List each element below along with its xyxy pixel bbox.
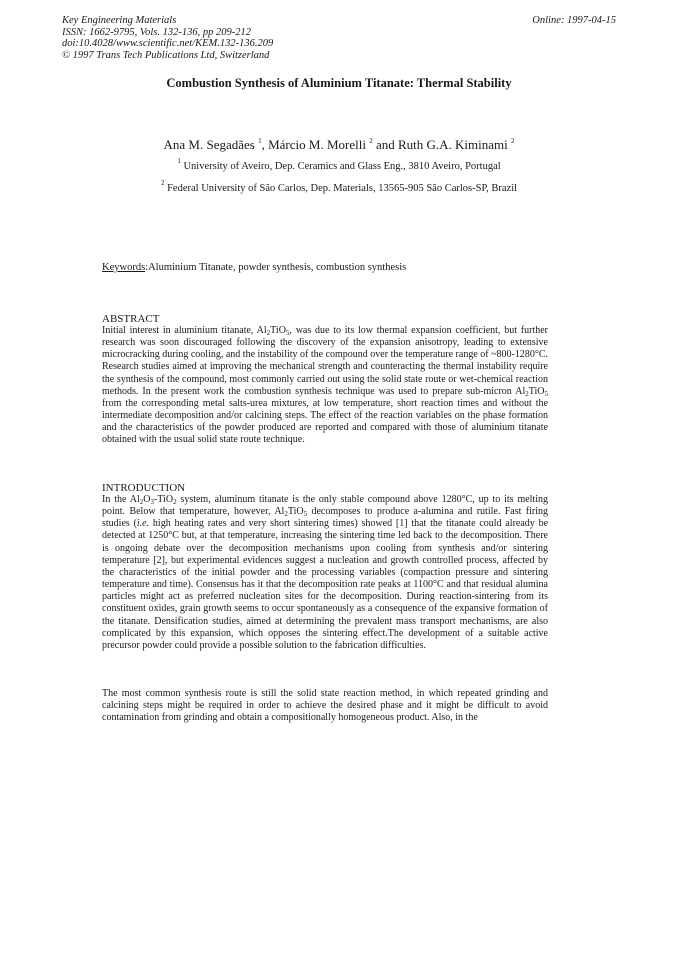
abstract-text-part: TiO [528,385,545,397]
doi-line: doi:10.4028/www.scientific.net/KEM.132-136.209 [62,38,274,49]
keywords-text: :Aluminium Titanate, powder synthesis, combustion synthesis [145,262,407,273]
paragraph-2 [102,688,548,724]
intro-italic-ie: i.e. [136,518,150,530]
subscript: 2 [139,498,144,506]
subscript: 5 [285,329,290,337]
issn-line: ISSN: 1662-9795, Vols. 132-136, pp 209-212 [62,26,251,38]
intro-text-part: decomposes to produce a-alumina and rutile. Fast firing studies ( [102,506,548,530]
abstract-text-part: from the corresponding metal salts-urea mixtures, at low temperature, short reaction times and without the intermediate decomposition and/or calcining steps. The effect of the reaction variables on the phase formation and the characteristics of the powder produced are reported and compared with those of aluminium titanate obtained with the usual solid state route technique. [102,397,548,446]
affiliation-2-text: Federal University of São Carlos, Dep. Materials, 13565-905 São Carlos-SP, Brazil [164,183,518,194]
author-list [0,137,678,153]
affiliation-1-text: University of Aveiro, Dep. Ceramics and Glass Eng., 3810 Aveiro, Portugal [180,161,501,172]
author-2-affiliation-mark: 2 [369,137,373,145]
paragraph-2-text: The most common synthesis route is still the solid state reaction method, in which repeated grinding and calcining steps might be required in order to achieve the desired phase and it might be difficult to avoid contamination from grinding and obtain a compositionally homogeneous product. Also, in the [102,688,548,724]
copyright-line: © 1997 Trans Tech Publications Ltd, Switzerland [62,49,270,61]
author-3: and Ruth G.A. Kiminami [372,137,511,152]
subscript: 2 [525,389,529,398]
introduction-text [102,494,548,652]
subscript: 5 [303,510,308,519]
introduction-heading: INTRODUCTION [102,482,186,494]
subscript: 5 [544,389,548,398]
affiliation-2 [0,179,678,194]
author-2: , Márcio M. Morelli [261,137,370,152]
intro-text-part: -TiO [153,494,174,505]
abstract-text-part: , was due to its low thermal expansion coefficient, but further research was soon discouraged following the discovery of the expansion anisotropy, leading to extensive microcracking during cooling, and the instability of the compound over the temperature range of ~800-1280°C. Research studies aimed at improving the mechanical strength and counteracting the thermal instability require the synthesis of the compound, most commonly carried out using the solid state route or wet-chemical reaction methods. In the present work the combustion synthesis technique was used to prepare sub-micron Al [102,325,548,397]
intro-text-part: high heating rates and very short sintering times) showed [1] that the titanate could already be detected at 1250°C but, at that temperature, increasing the sintering time led back to the decomposition. There is ongoing debate over the decomposition mechanisms upon cooling from synthesis and/or sintering temperature [2], but experimental evidences suggest a nucleation and growth controlled process, affected by the characteristics of the initial powder and the processing variables (compaction pressure and sintering temperature and time). Consensus has it that the decomposition rate peaks at 1100°C and that residual alumina particles might act as preferred nucleation sites for the decomposition. During reaction-sintering from its constituent oxides, grain growth seems to occur spontaneously as a consequence of the expansive formation of the titanate. Densification studies, aimed at determining the prevalent mass transport mechanisms, are also complicated by this expansion, which opposes the sintering effect.The development of a suitable active precursor powder could provide a possible solution to the fabrication difficulties. [102,518,549,651]
introduction-section [102,482,548,652]
intro-text-part: In the Al [102,494,140,505]
abstract-heading: ABSTRACT [102,313,160,325]
paper-title: Combustion Synthesis of Aluminium Titanate: Thermal Stability [166,76,512,90]
abstract-text [102,325,548,447]
affiliation-1 [0,157,678,172]
author-1-affiliation-mark: 1 [258,137,262,145]
intro-text-part: TiO [287,506,304,518]
intro-text-part: system, aluminum titanate is the only stable compound above 1280°C, up to its melting point. Below that temperature, however, Al [102,494,548,518]
subscript: 2 [173,498,177,506]
journal-info [62,15,273,61]
keywords-label: Keywords [102,262,146,273]
subscript: 2 [284,510,288,519]
author-1: Ana M. Segadães [163,137,259,152]
online-date: Online: 1997-04-15 [532,15,616,26]
affiliation-1-mark: 1 [177,157,181,165]
abstract-text-part: Initial interest in aluminium titanate, Al [102,325,267,336]
journal-name: Key Engineering Materials [62,15,177,26]
author-3-affiliation-mark: 2 [510,137,515,145]
subscript: 2 [266,329,271,337]
intro-text-part: O [143,494,151,505]
affiliation-2-mark: 2 [160,179,165,187]
keywords [102,262,406,273]
abstract-section [102,313,548,447]
subscript: 3 [150,498,154,506]
abstract-text-part: TiO [270,325,286,336]
